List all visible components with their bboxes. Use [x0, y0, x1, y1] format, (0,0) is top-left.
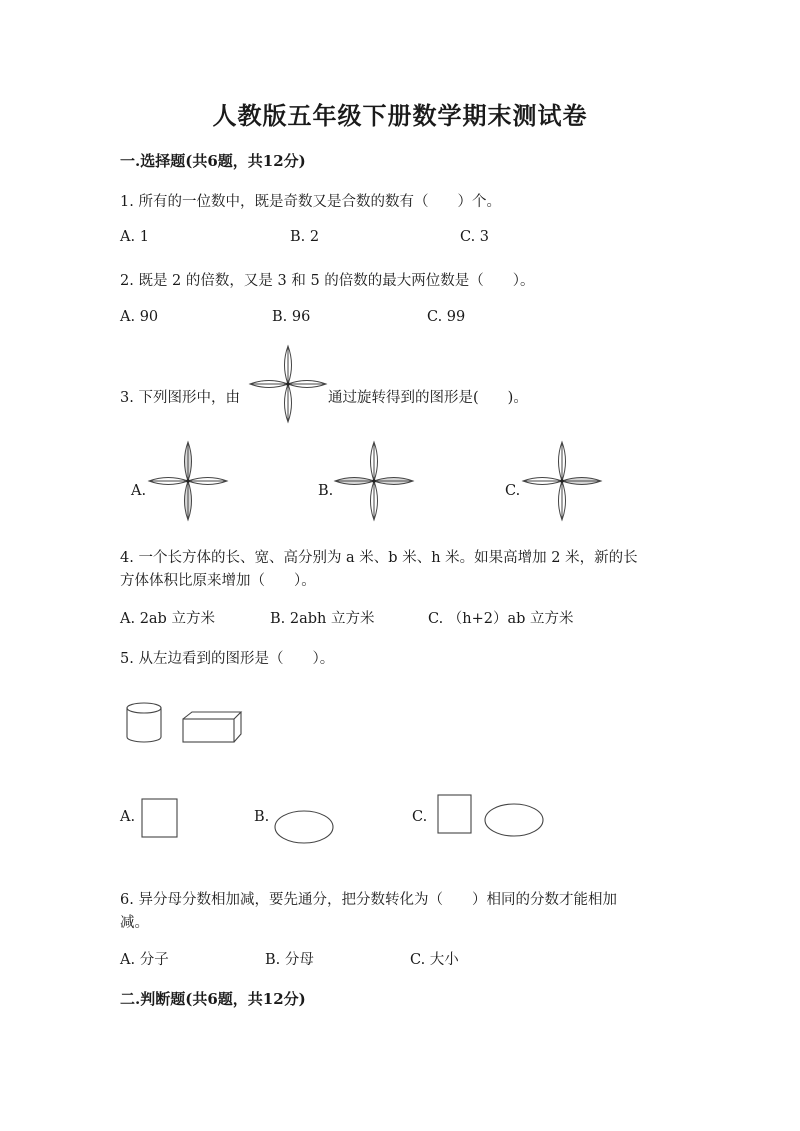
question-2-option-b: B. 96	[272, 309, 311, 325]
page-title: 人教版五年级下册数学期末测试卷	[212, 101, 588, 130]
question-2-option-c: C. 99	[427, 309, 466, 325]
question-5-option-b: B.	[254, 809, 270, 825]
question-4-text-line2: 方体体积比原来增加（ ）。	[120, 573, 316, 589]
ellipse-option-b-figure	[272, 808, 336, 846]
question-4-option-c: C. （h+2）ab 立方米	[428, 611, 574, 627]
section-heading-judgement: 二.判断题(共6题，共12分)	[120, 990, 306, 1008]
square-option-a-figure	[140, 797, 180, 839]
question-6-text-line2: 减。	[120, 915, 149, 931]
section-heading-choice: 一.选择题(共6题，共12分)	[120, 152, 306, 170]
flower-option-b-figure	[334, 441, 414, 521]
question-3-option-a: A.	[131, 483, 147, 499]
ellipse-option-c-figure	[482, 801, 546, 839]
question-3-option-c: C.	[505, 483, 521, 499]
question-3-text-before: 3. 下列图形中，由	[120, 390, 240, 406]
cuboid-figure	[181, 710, 245, 744]
question-6-text-line1: 6. 异分母分数相加减，要先通分，把分数转化为（ ）相同的分数才能相加	[120, 892, 617, 908]
flower-option-a-figure	[148, 441, 228, 521]
question-3-text-after: 通过旋转得到的图形是( )。	[328, 390, 528, 406]
question-1-option-b: B. 2	[290, 229, 320, 245]
question-1-option-c: C. 3	[460, 229, 490, 245]
flower-option-c-figure	[522, 441, 602, 521]
question-4-option-b: B. 2abh 立方米	[270, 611, 375, 627]
question-6-option-a: A. 分子	[120, 952, 169, 968]
question-4-option-a: A. 2ab 立方米	[120, 611, 215, 627]
question-6-option-b: B. 分母	[265, 952, 314, 968]
question-5-option-a: A.	[120, 809, 136, 825]
cylinder-figure	[124, 701, 164, 745]
question-4-text-line1: 4. 一个长方体的长、宽、高分别为 a 米、b 米、h 米。如果高增加 2 米，新的长	[120, 550, 638, 566]
question-2-text: 2. 既是 2 的倍数，又是 3 和 5 的倍数的最大两位数是（ ）。	[120, 273, 535, 289]
question-1-option-a: A. 1	[120, 229, 149, 245]
question-2-option-a: A. 90	[120, 309, 159, 325]
flower-reference-figure	[248, 345, 328, 423]
question-5-option-c: C.	[412, 809, 428, 825]
question-5-text: 5. 从左边看到的图形是（ ）。	[120, 651, 335, 667]
question-1-text: 1. 所有的一位数中，既是奇数又是合数的数有（ ）个。	[120, 194, 501, 210]
question-6-option-c: C. 大小	[410, 952, 459, 968]
square-option-c-figure	[436, 793, 474, 835]
question-3-option-b: B.	[318, 483, 334, 499]
